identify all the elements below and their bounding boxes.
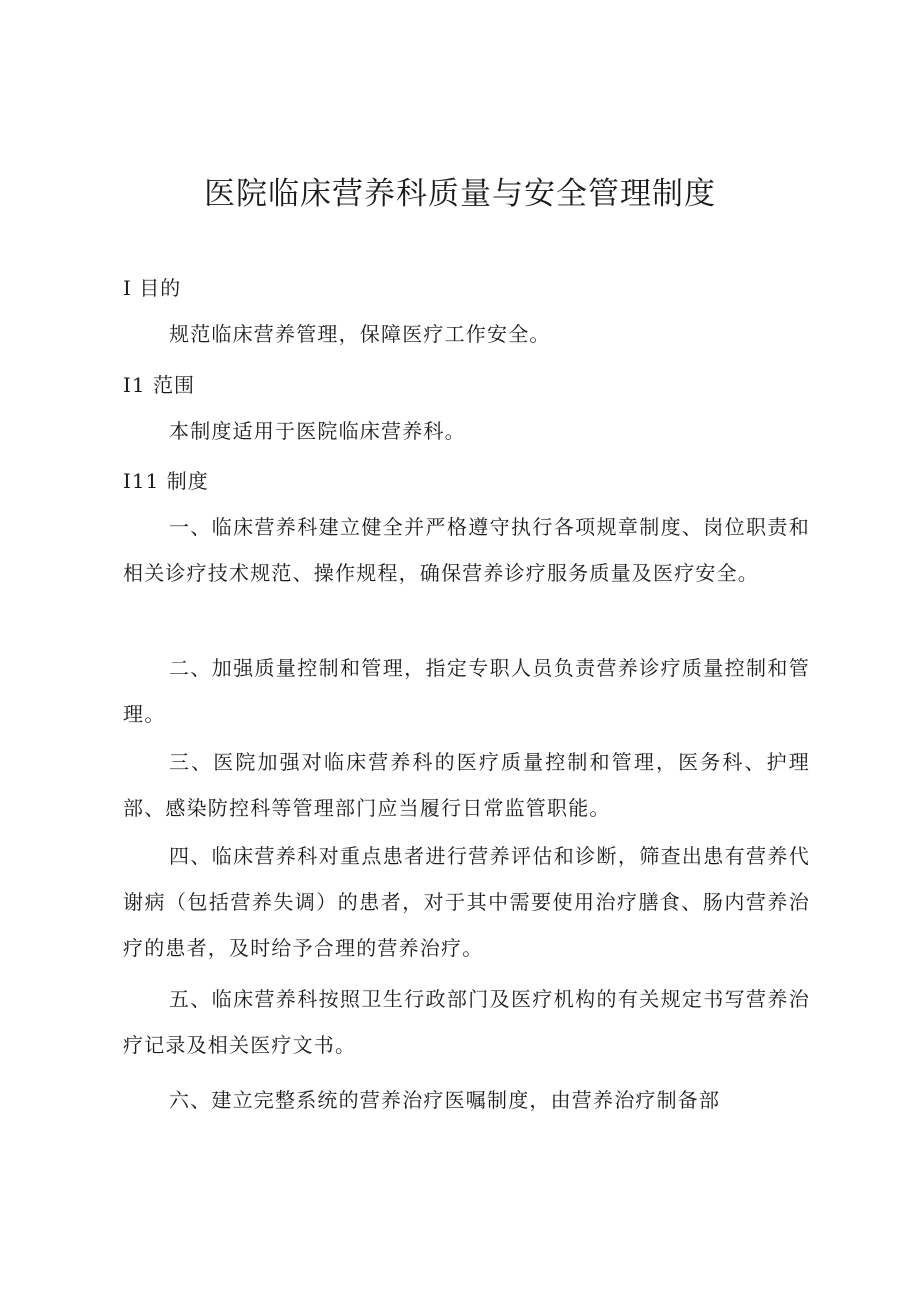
section-heading-scope: I1 范围 — [123, 373, 195, 397]
document-title: 医院临床营养科质量与安全管理制度 — [204, 176, 716, 212]
paragraph-policy-4: 四、临床营养科对重点患者进行营养评估和诊断，筛查出患有营养代谢病（包括营养失调）的患者，对于其中需要使用治疗膳食、肠内营养治疗的患者，及时给予合理的营养治疗。 — [123, 844, 810, 960]
paragraph-policy-2: 二、加强质量控制和管理，指定专职人员负责营养诊疗质量控制和管理。 — [123, 656, 810, 726]
paragraph-policy-1: 一、临床营养科建立健全并严格遵守执行各项规章制度、岗位职责和相关诊疗技术规范、操作规程，确保营养诊疗服务质量及医疗安全。 — [123, 515, 810, 585]
paragraph-policy-5: 五、临床营养科按照卫生行政部门及医疗机构的有关规定书写营养治疗记录及相关医疗文书。 — [123, 987, 810, 1057]
section-heading-policy: I11 制度 — [123, 469, 209, 493]
paragraph-policy-3: 三、医院加强对临床营养科的医疗质量控制和管理，医务科、护理部、感染防控科等管理部门应当履行日常监管职能。 — [123, 750, 810, 820]
paragraph-scope: 本制度适用于医院临床营养科。 — [169, 419, 466, 443]
paragraph-purpose: 规范临床营养管理，保障医疗工作安全。 — [169, 322, 551, 346]
paragraph-policy-6: 六、建立完整系统的营养治疗医嘱制度，由营养治疗制备部 — [169, 1088, 721, 1112]
section-heading-purpose: I 目的 — [123, 276, 182, 300]
